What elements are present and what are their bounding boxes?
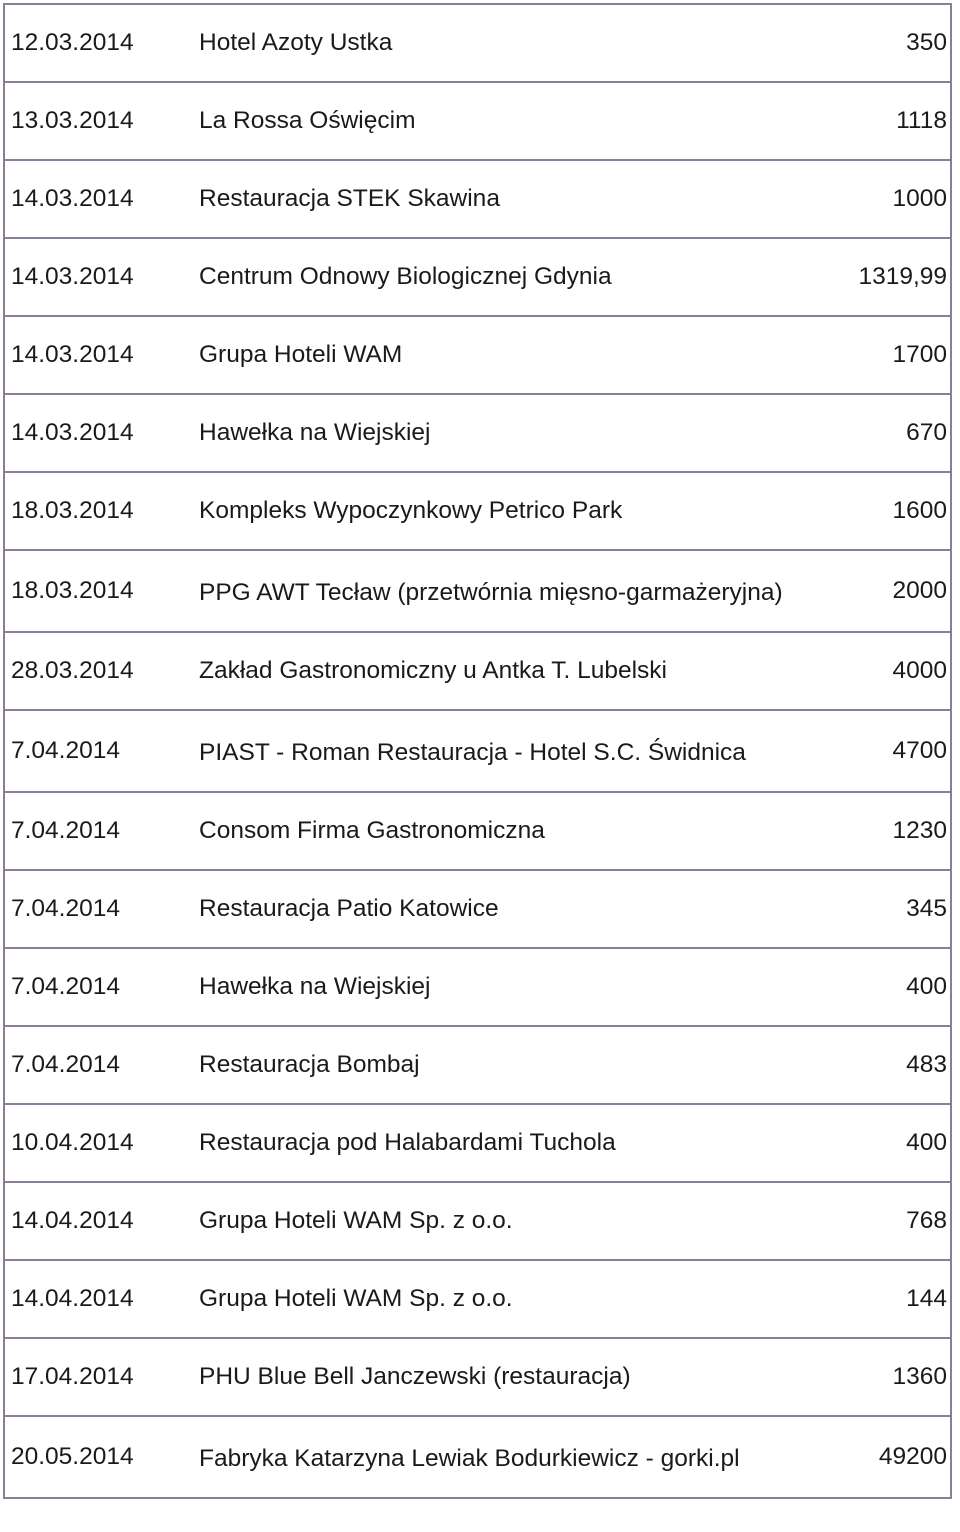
table-row <box>4 1026 951 1104</box>
table-row <box>4 1338 951 1416</box>
amount-cell: 400 <box>799 948 951 1026</box>
amount-cell: 144 <box>799 1260 951 1338</box>
table-row <box>4 160 951 238</box>
date-cell: 18.03.2014 <box>4 550 199 632</box>
date-cell: 17.04.2014 <box>4 1338 199 1416</box>
table-row <box>4 948 951 1026</box>
date-cell: 14.03.2014 <box>4 238 199 316</box>
amount-cell: 1000 <box>799 160 951 238</box>
table-row <box>4 4 951 82</box>
table-row <box>4 1416 951 1498</box>
amount-cell: 350 <box>799 4 951 82</box>
date-cell: 7.04.2014 <box>4 1026 199 1104</box>
amount-cell: 4000 <box>799 632 951 710</box>
name-cell: Centrum Odnowy Biologicznej Gdynia <box>199 238 799 316</box>
table-row <box>4 1182 951 1260</box>
date-cell: 10.04.2014 <box>4 1104 199 1182</box>
table-row <box>4 550 951 632</box>
name-cell: Grupa Hoteli WAM Sp. z o.o. <box>199 1260 799 1338</box>
date-cell: 14.03.2014 <box>4 160 199 238</box>
date-cell: 7.04.2014 <box>4 792 199 870</box>
name-cell: Restauracja STEK Skawina <box>199 160 799 238</box>
date-cell: 7.04.2014 <box>4 948 199 1026</box>
date-cell: 14.04.2014 <box>4 1260 199 1338</box>
amount-cell: 2000 <box>799 550 951 632</box>
amount-cell: 1118 <box>799 82 951 160</box>
amount-cell: 483 <box>799 1026 951 1104</box>
table-row <box>4 710 951 792</box>
table-row <box>4 472 951 550</box>
amount-cell: 1600 <box>799 472 951 550</box>
amount-cell: 768 <box>799 1182 951 1260</box>
date-cell: 20.05.2014 <box>4 1416 199 1498</box>
table-row <box>4 632 951 710</box>
date-cell: 18.03.2014 <box>4 472 199 550</box>
amount-cell: 1360 <box>799 1338 951 1416</box>
name-cell: Hawełka na Wiejskiej <box>199 948 799 1026</box>
table-row <box>4 316 951 394</box>
date-cell: 12.03.2014 <box>4 4 199 82</box>
amount-cell: 1319,99 <box>799 238 951 316</box>
amount-cell: 345 <box>799 870 951 948</box>
name-cell: Fabryka Katarzyna Lewiak Bodurkiewicz - gorki.pl <box>199 1416 799 1498</box>
name-cell: Grupa Hoteli WAM Sp. z o.o. <box>199 1182 799 1260</box>
table-row <box>4 792 951 870</box>
payments-table <box>3 3 952 1499</box>
name-cell: PPG AWT Tecław (przetwórnia mięsno-garmażeryjna) <box>199 550 799 632</box>
name-cell: Restauracja pod Halabardami Tuchola <box>199 1104 799 1182</box>
table-row <box>4 870 951 948</box>
name-cell: Zakład Gastronomiczny u Antka T. Lubelski <box>199 632 799 710</box>
name-cell: Consom Firma Gastronomiczna <box>199 792 799 870</box>
date-cell: 28.03.2014 <box>4 632 199 710</box>
table-row <box>4 82 951 160</box>
table-row <box>4 1260 951 1338</box>
date-cell: 14.03.2014 <box>4 316 199 394</box>
date-cell: 13.03.2014 <box>4 82 199 160</box>
table-row <box>4 238 951 316</box>
amount-cell: 4700 <box>799 710 951 792</box>
name-cell: Restauracja Patio Katowice <box>199 870 799 948</box>
date-cell: 7.04.2014 <box>4 870 199 948</box>
name-cell: Kompleks Wypoczynkowy Petrico Park <box>199 472 799 550</box>
date-cell: 7.04.2014 <box>4 710 199 792</box>
date-cell: 14.04.2014 <box>4 1182 199 1260</box>
name-cell: Hotel Azoty Ustka <box>199 4 799 82</box>
table-row <box>4 394 951 472</box>
amount-cell: 49200 <box>799 1416 951 1498</box>
amount-cell: 1230 <box>799 792 951 870</box>
table-row <box>4 1104 951 1182</box>
name-cell: Grupa Hoteli WAM <box>199 316 799 394</box>
name-cell: PHU Blue Bell Janczewski (restauracja) <box>199 1338 799 1416</box>
amount-cell: 400 <box>799 1104 951 1182</box>
date-cell: 14.03.2014 <box>4 394 199 472</box>
name-cell: PIAST - Roman Restauracja - Hotel S.C. Świdnica <box>199 710 799 792</box>
name-cell: Restauracja Bombaj <box>199 1026 799 1104</box>
name-cell: Hawełka na Wiejskiej <box>199 394 799 472</box>
amount-cell: 1700 <box>799 316 951 394</box>
amount-cell: 670 <box>799 394 951 472</box>
name-cell: La Rossa Oświęcim <box>199 82 799 160</box>
